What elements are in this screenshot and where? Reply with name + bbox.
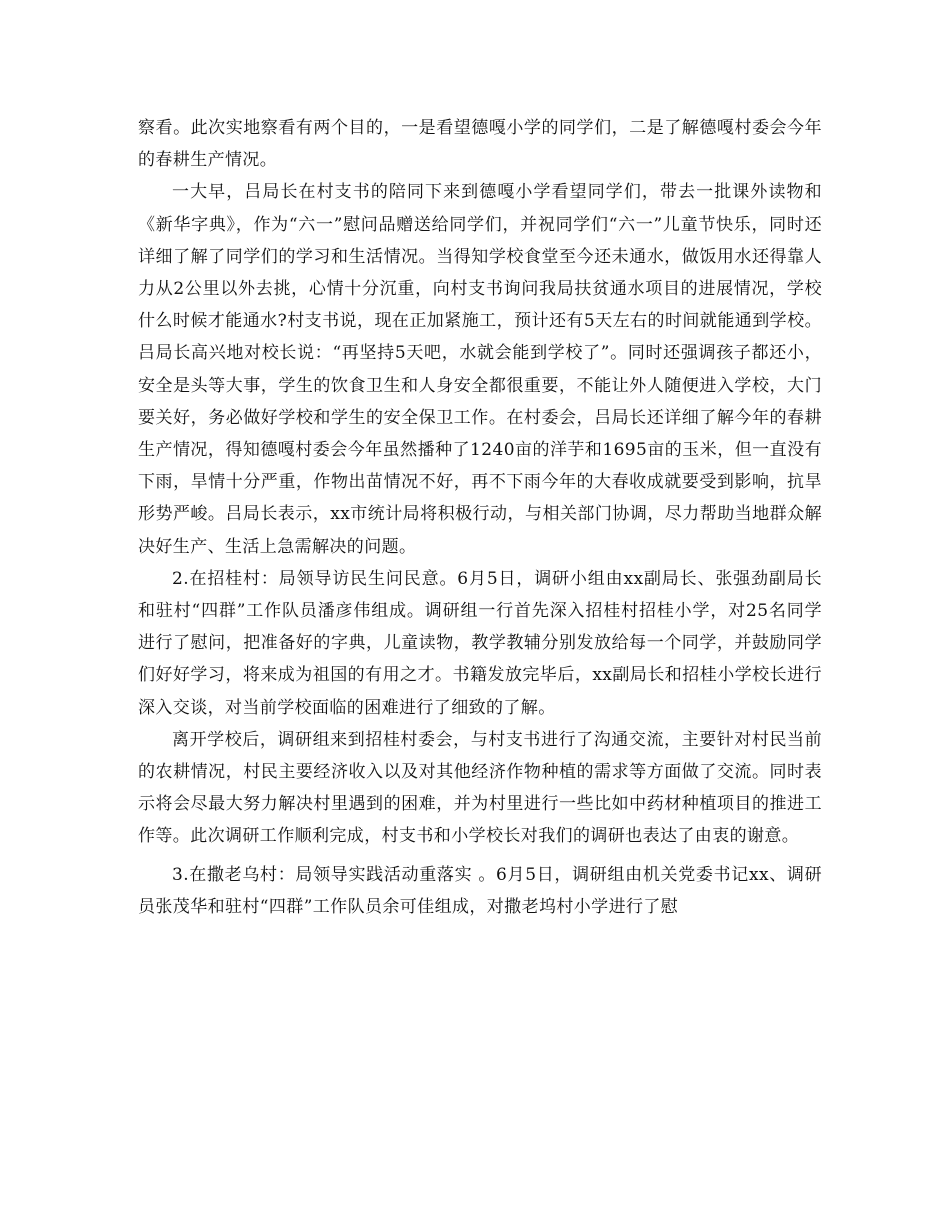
paragraph-5: 3.在撒老乌村：局领导实践活动重落实 。6月5日，调研组由机关党委书记xx、调研员张茂华和驻村“四群”工作队员余可佳组成，对撒老坞村小学进行了慰: [138, 864, 822, 917]
paragraph-3: 2.在招桂村：局领导访民生问民意。6月5日，调研小组由xx副局长、张强劲副局长和驻村“四群”工作队员潘彦伟组成。调研组一行首先深入招桂村招桂小学，对25名同学进行了慰问，把准备好的字典，儿童读物，教学教辅分别发放给每一个同学，并鼓励同学们好好学习，将来成为祖国的有用之才。书籍发放完毕后，xx副局长和招桂小学校长进行深入交谈，对当前学校面临的困难进行了细致的了解。: [138, 568, 822, 718]
paragraph-4: 离开学校后，调研组来到招桂村委会，与村支书进行了沟通交流，主要针对村民当前的农耕情况，村民主要经济收入以及对其他经济作物种植的需求等方面做了交流。同时表示将会尽最大努力解决村里遇到的困难，并为村里进行一些比如中药材种植项目的推进工作等。此次调研工作顺利完成，村支书和小学校长对我们的调研也表达了由衷的谢意。: [138, 729, 822, 847]
paragraph-2: 一大早，吕局长在村支书的陪同下来到德嘎小学看望同学们，带去一批课外读物和《新华字典》，作为“六一”慰问品赠送给同学们，并祝同学们“六一”儿童节快乐，同时还详细了解了同学们的学习和生活情况。当得知学校食堂至今还未通水，做饭用水还得靠人力从2公里以外去挑，心情十分沉重，向村支书询问我局扶贫通水项目的进展情况，学校什么时候才能通水?村支书说，现在正加紧施工，预计还有5天左右的时间就能通到学校。吕局长高兴地对校长说：“再坚持5天吧，水就会能到学校了”。同时还强调孩子都还小，安全是头等大事，学生的饮食卫生和人身安全都很重要，不能让外人随便进入学校，大门要关好，务必做好学校和学生的安全保卫工作。在村委会，吕局长还详细了解今年的春耕生产情况，得知德嘎村委会今年虽然播种了1240亩的洋芋和1695亩的玉米，但一直没有下雨，旱情十分严重，作物出苗情况不好，再不下雨今年的大春收成就要受到影响，抗旱形势严峻。吕局长表示，xx市统计局将积极行动，与相关部门协调，尽力帮助当地群众解决好生产、生活上急需解决的问题。: [138, 182, 822, 557]
paragraph-1: 察看。此次实地察看有两个目的，一是看望德嘎小学的同学们，二是了解德嘎村委会今年的春耕生产情况。: [138, 118, 822, 171]
